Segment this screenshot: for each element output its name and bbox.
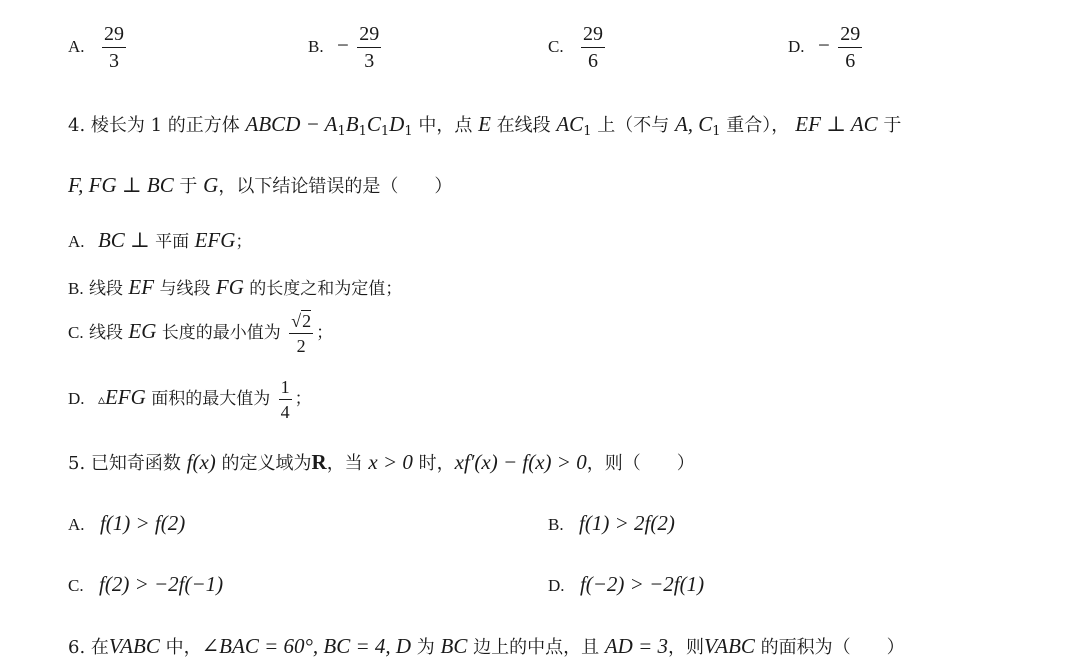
q4-option-c [68,312,333,355]
q3-option-a [68,24,129,71]
fraction-bar [838,47,862,48]
text: 上（不与 [591,115,675,136]
option-label: C. [548,37,564,56]
option-label: D. [68,389,85,408]
math-condition: AD = 3 [604,634,668,658]
option-label: B. [308,37,324,56]
numerator: 29 [359,23,380,45]
option-label: D. [548,576,565,595]
math-var: E [478,112,491,136]
fraction-bar [357,47,381,48]
math-var: EF [128,275,155,299]
numerator [289,312,313,330]
math-var: EG [128,319,157,343]
q5-number-text: 5. 已知奇函数 [68,453,187,474]
q4-number-text: 4. 棱长为 1 的正方体 [68,115,240,136]
subscript: 1 [583,124,592,139]
math-relation: EF ⊥ AC [795,112,878,136]
text: 与线段 [154,279,216,299]
text: 于 [173,176,204,197]
text: ； [294,389,312,409]
denominator: 3 [108,50,119,72]
text: 重合）， [720,115,790,136]
q4-stem-line2 [68,175,452,196]
text: 的定义域为 [215,453,312,474]
math-expression: f(1) > f(2) [99,511,186,535]
math-expression: f(2) > −2f(−1) [99,572,224,596]
denominator: 2 [296,336,306,356]
denominator: 4 [280,402,290,422]
minus-sign: − [337,33,349,57]
math-expression: f(1) > 2f(2) [579,511,675,535]
fraction-bar [289,333,313,334]
math-triangle: VABC [704,634,755,658]
text: 在线段 [490,115,557,136]
math-var: D [389,112,405,136]
numerator: 29 [103,23,124,45]
subscript: 1 [337,124,346,139]
text: 于 [877,115,902,136]
option-label: D. [788,37,805,56]
text: ，则 [668,637,704,658]
q4-stem-line1 [68,114,901,138]
fraction [581,24,605,71]
numerator: 29 [840,23,861,45]
q5-option-b [548,513,675,534]
sqrt-sign: √ [291,311,302,331]
denominator: 6 [845,50,856,72]
fraction-bar [581,47,605,48]
math-set-R: R [311,450,327,474]
text: 长度的最小值为 [156,323,281,343]
radicand: 2 [302,311,312,331]
math-inequality: xf′(x) − f(x) > 0 [454,450,587,474]
option-label: A. [68,37,85,56]
option-label: A. [68,515,85,534]
option-label: C. [68,576,84,595]
text: ，当 [326,453,369,474]
text: 的长度之和为定值； [243,279,403,299]
denominator: 6 [588,50,598,72]
q4-option-d [68,378,312,421]
math-cube: ABCD − A [245,112,338,136]
math-var: EFG [194,228,236,252]
q3-option-c [548,24,608,71]
text: ； [316,323,334,343]
text: 平面 [149,232,195,252]
text: 为 [411,637,441,658]
option-label: A. [68,232,85,251]
text: ； [235,232,253,252]
q3-option-b [308,24,384,71]
subscript: 1 [712,124,721,139]
math-triangle: VABC [108,634,160,658]
q6-stem [68,636,905,657]
math-relation: BC ⊥ [97,228,150,252]
fraction [102,24,126,71]
numerator: 29 [583,23,603,45]
fraction-bar [279,399,292,400]
question-prompt: ，以下结论错误的是（ ） [218,176,453,197]
math-var: G [203,173,219,197]
math-expression: f(−2) > −2f(1) [579,572,705,596]
q4-option-b [68,277,402,298]
math-condition: x > 0 [368,450,413,474]
subscript: 1 [380,124,390,139]
text: 中，点 [412,115,479,136]
math-function: f(x) [186,450,216,474]
q3-option-d [788,24,865,71]
q4-option-a [68,230,252,251]
numerator: 1 [280,377,290,397]
triangle-symbol: ▵ [97,392,105,408]
fraction [279,378,292,421]
fraction-sqrt2-over-2 [289,312,313,355]
question-prompt: ，则（ ） [586,453,695,474]
text: 时， [412,453,455,474]
minus-sign: − [817,33,830,57]
math-condition: ∠BAC = 60°, BC = 4, D [201,634,412,658]
fraction-bar [102,47,126,48]
math-var: BC [440,634,468,658]
q5-option-d [548,574,704,595]
math-var: A, C [674,112,713,136]
math-var: EFG [104,385,146,409]
text: 线段 [83,323,129,343]
denominator: 3 [364,50,375,72]
q5-option-c [68,574,223,595]
math-var: FG [215,275,244,299]
question-prompt: 的面积为（ ） [754,637,905,658]
text: 面积的最大值为 [145,389,271,409]
option-label: C. [68,323,84,342]
q5-option-a [68,513,185,534]
option-label: B. [548,515,564,534]
q5-stem [68,452,695,473]
fraction [838,24,862,71]
math-var: C [366,112,381,136]
text: 中， [159,637,202,658]
q6-number-text: 6. 在 [68,637,109,658]
text: 线段 [83,279,129,299]
subscript: 1 [358,124,367,139]
math-relation: F, FG ⊥ BC [68,173,174,197]
subscript: 1 [404,124,413,139]
option-label: B. [68,279,84,298]
fraction [357,24,381,71]
text: 边上的中点，且 [467,637,605,658]
math-var: B [345,112,359,136]
math-var: AC [556,112,584,136]
